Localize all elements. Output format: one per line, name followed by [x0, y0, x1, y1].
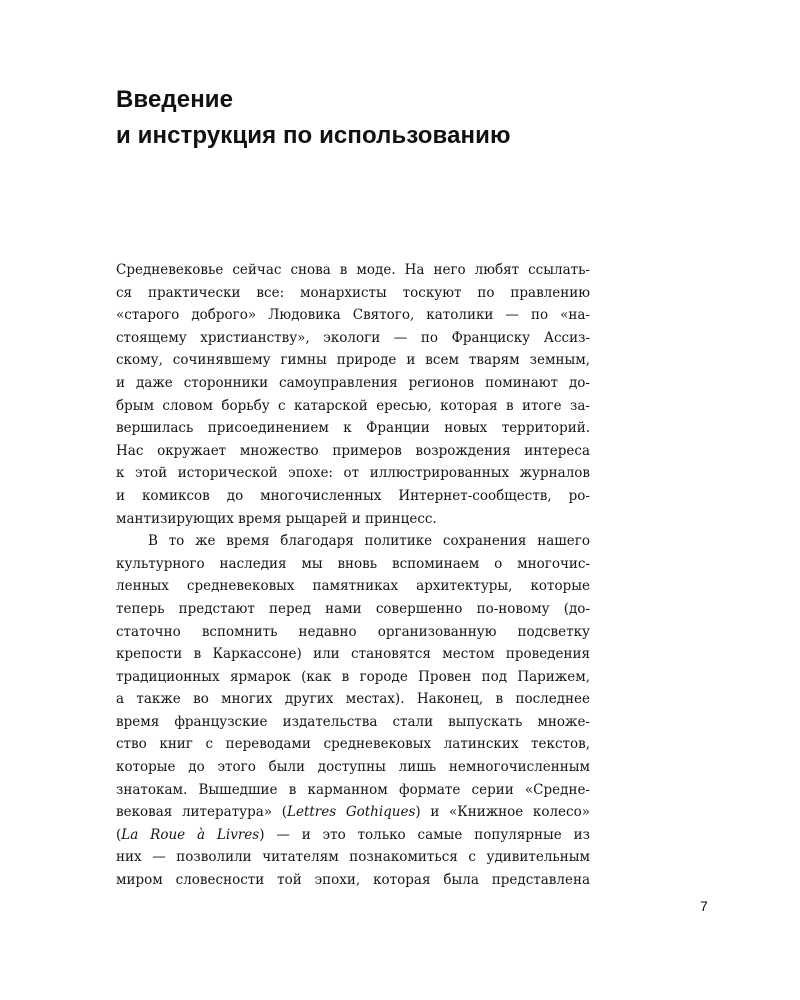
text-line: брым словом борьбу с катарской ересью, которая в итоге за-: [116, 397, 590, 414]
text-line: ся практически все: монархисты тоскуют по правлению: [116, 284, 590, 301]
italic-title-lettres-gothiques: Lettres Gothiques: [286, 804, 416, 821]
page-number: 7: [700, 898, 708, 914]
text-segment: ) и «Книжное колесо»: [415, 804, 590, 821]
text-line: Нас окружает множество примеров возрождения интереса: [116, 442, 590, 459]
chapter-title-line-2: и инструкция по использованию: [116, 122, 511, 149]
text-line: миром словесности той эпохи, которая была представлена: [116, 872, 590, 889]
italic-title-la-roue-a-livres: La Roue à Livres: [121, 826, 260, 843]
text-line: «старого доброго» Людовика Святого, католики — по «на-: [116, 307, 590, 324]
text-line: культурного наследия мы вновь вспоминаем о многочис-: [116, 555, 590, 572]
text-line: Средневековье сейчас снова в моде. На него любят ссылать-: [116, 262, 590, 278]
text-line: [116, 801, 590, 824]
text-line: статочно вспомнить недавно организованную подсветку: [116, 623, 590, 640]
paragraph-start-line: В то же время благодаря политике сохранения нашего: [148, 533, 590, 550]
chapter-title: [116, 82, 511, 154]
chapter-title-line-1: Введение: [116, 86, 234, 113]
text-line: скому, сочинявшему гимны природе и всем тварям земным,: [116, 352, 590, 369]
text-line: к этой исторической эпохе: от иллюстрированных журналов: [116, 465, 590, 482]
text-line: вершилась присоединением к Франции новых территорий.: [116, 420, 590, 437]
text-line: время французские издательства стали выпускать множе-: [116, 713, 590, 730]
text-line: и комиксов до многочисленных Интернет-сообществ, ро-: [116, 487, 590, 504]
paragraph-end-line: мантизирующих время рыцарей и принцесс.: [116, 510, 437, 527]
text-segment: вековая литература» (: [116, 804, 287, 821]
text-line: крепости в Каркассоне) или становятся местом проведения: [116, 646, 590, 663]
text-line: традиционных ярмарок (как в городе Провен под Парижем,: [116, 668, 590, 685]
text-line: а также во многих других местах). Наконец, в последнее: [116, 691, 590, 708]
text-line: ленных средневековых памятниках архитектуры, которые: [116, 578, 590, 595]
text-line: теперь предстают перед нами совершенно по-новому (до-: [116, 600, 590, 617]
text-line: [116, 824, 590, 847]
text-line: них — позволили читателям познакомиться с удивительным: [116, 849, 590, 866]
text-line: ство книг с переводами средневековых латинских текстов,: [116, 736, 590, 753]
text-line: которые до этого были доступны лишь немногочисленным: [116, 759, 590, 776]
text-segment: (: [116, 826, 122, 843]
text-line: и даже сторонники самоуправления регионов поминают до-: [116, 374, 590, 391]
text-line: стоящему христианству», экологи — по Франциску Ассиз-: [116, 329, 590, 346]
text-line: знатокам. Вышедшие в карманном формате серии «Средне-: [116, 781, 590, 798]
body-text: [116, 259, 590, 892]
text-segment: ) — и это только самые популярные из: [259, 826, 590, 843]
